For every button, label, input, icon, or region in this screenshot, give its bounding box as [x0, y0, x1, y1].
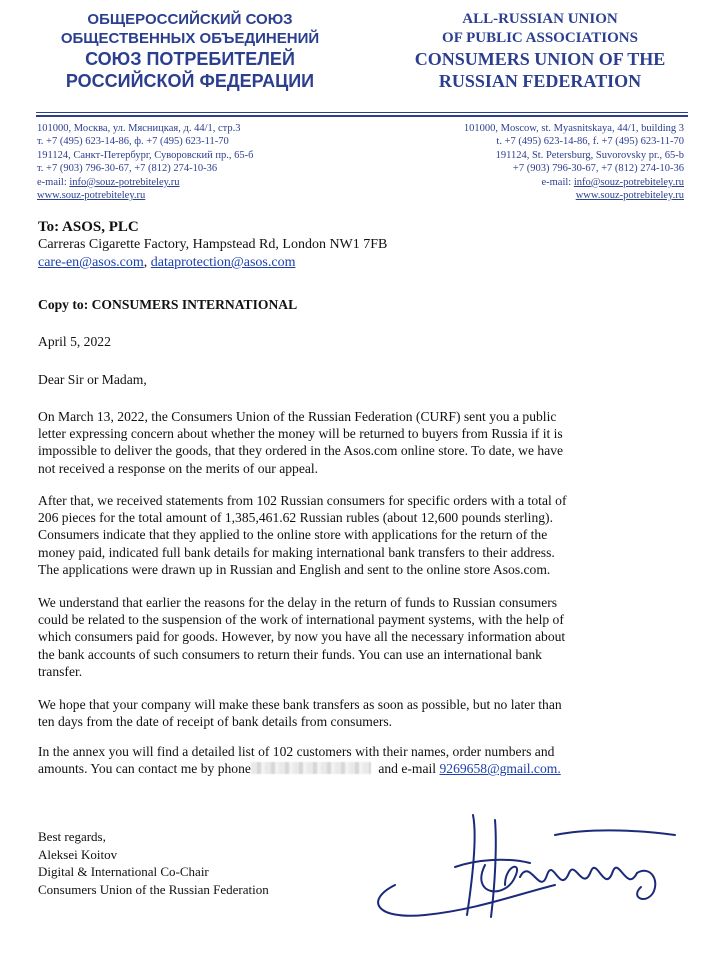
closing-regards: Best regards,: [38, 829, 106, 844]
address-en-line4: +7 (903) 796-30-67, +7 (812) 274-10-36: [512, 163, 684, 175]
address-ru-line1: 101000, Москва, ул. Мясницкая, д. 44/1, стр.3: [37, 123, 241, 134]
address-en-line1: 101000, Moscow, st. Myasnitskaya, 44/1, building 3: [463, 123, 684, 134]
signature-stroke: [455, 860, 530, 867]
paragraph-line: could be related to the suspension of the work of international payment systems, with the help of: [38, 612, 564, 628]
paragraph-line: We understand that earlier the reasons for the delay in the return of funds to Russian consumers: [38, 595, 558, 610]
letterhead-ru: [30, 10, 350, 92]
paragraph-line: The applications were drawn up in Russian and English and sent to the online store Asos.com.: [38, 561, 551, 577]
email-link-care[interactable]: care-en@asos.com: [38, 255, 144, 270]
paragraph-line: which consumers paid for goods. However, by now you have all the necessary information about: [38, 629, 566, 645]
paragraph-line: transfer.: [38, 663, 83, 679]
email-link-en[interactable]: info@souz-potrebiteley.ru: [573, 176, 684, 188]
letterhead-ru-line4: РОССИЙСКОЙ ФЕДЕРАЦИИ: [65, 71, 315, 91]
email-label: e-mail:: [541, 176, 574, 188]
letterhead-ru-line1: ОБЩЕРОССИЙСКИЙ СОЮЗ: [87, 11, 293, 28]
letterhead-ru-line3: СОЮЗ ПОТРЕБИТЕЛЕЙ: [85, 49, 295, 69]
signature-stroke: [520, 868, 637, 882]
header-divider: [36, 112, 688, 113]
signature-stroke: [481, 865, 517, 891]
address-en-line3: 191124, St. Petersburg, Suvorovsky pr., 65-b: [495, 149, 684, 161]
contact-email-link[interactable]: 9269658@gmail.com.: [439, 761, 561, 777]
paragraph-line: In the annex you will find a detailed list of 102 customers with their names, order numbers and: [38, 744, 555, 759]
address-ru-line2: т. +7 (495) 623-14-86, ф. +7 (495) 623-11-70: [37, 136, 229, 148]
letterhead-en-line4: RUSSIAN FEDERATION: [438, 71, 642, 91]
recipient-emails: [38, 254, 686, 272]
paragraph-line: After that, we received statements from 102 Russian consumers for specific orders with a total of: [38, 493, 567, 508]
address-en-email-row: [384, 176, 684, 189]
address-ru-line4: т. +7 (903) 796-30-67, +7 (812) 274-10-36: [37, 163, 218, 175]
recipient-to: To: ASOS, PLC: [38, 219, 139, 235]
email-label: e-mail:: [37, 176, 70, 188]
email-link-dataprotection[interactable]: dataprotection@asos.com: [150, 255, 296, 270]
paragraph-1: [38, 408, 686, 477]
letterhead-en-line2: OF PUBLIC ASSOCIATIONS: [442, 30, 638, 46]
paragraph-contact-line: [38, 760, 686, 777]
website-link-ru[interactable]: www.souz-potrebiteley.ru: [37, 190, 146, 202]
letter-date: April 5, 2022: [38, 334, 111, 349]
address-ru-line3: 191124, Санкт-Петербург, Суворовский пр., 65-б: [37, 149, 254, 161]
recipient-block: [38, 218, 686, 272]
signature-stroke: [555, 830, 675, 835]
address-ru-email-row: [37, 176, 337, 189]
phone-text: amounts. You can contact me by phone: [38, 761, 251, 777]
paragraph-2: [38, 492, 686, 578]
paragraph-line: We hope that your company will make these bank transfers as soon as possible, but no later than: [38, 697, 562, 712]
letterhead-en-line1: ALL-RUSSIAN UNION: [462, 11, 618, 27]
email-link-ru[interactable]: info@souz-potrebiteley.ru: [69, 176, 180, 188]
paragraph-5: [38, 743, 686, 777]
handwritten-signature: [355, 805, 685, 930]
email-separator: ,: [143, 255, 151, 270]
paragraph-line: impossible to deliver the goods, that they ordered in the Asos.com online store. To date, we have: [38, 443, 564, 459]
redacted-phone: [251, 762, 371, 774]
paragraph-line: not received a response on the merits of our appeal.: [38, 460, 319, 476]
address-ru: [37, 122, 337, 202]
paragraph-line: letter expressing concern about whether the money will be returned to buyers from Russia if it is: [38, 426, 563, 442]
letterhead-en: [380, 10, 700, 92]
paragraph-3: [38, 594, 686, 680]
copy-to: Copy to: CONSUMERS INTERNATIONAL: [38, 297, 298, 312]
letterhead-ru-line2: ОБЩЕСТВЕННЫХ ОБЪЕДИНЕНИЙ: [60, 30, 320, 47]
paragraph-4: [38, 696, 686, 730]
signature-stroke: [467, 815, 475, 915]
paragraph-line: the bank accounts of such consumers to return their funds. You can use an international bank: [38, 646, 542, 662]
website-link-en[interactable]: www.souz-potrebiteley.ru: [575, 190, 684, 202]
paragraph-line: money paid, indicated full bank details for making international bank transfers to their address.: [38, 544, 555, 560]
paragraph-line: On March 13, 2022, the Consumers Union of the Russian Federation (CURF) sent you a public: [38, 409, 557, 424]
header-divider-thick: [36, 115, 688, 117]
signer-organization: Consumers Union of the Russian Federation: [38, 881, 269, 897]
paragraph-line: Consumers indicate that they applied to the online store with applications for the return of the: [38, 527, 548, 543]
recipient-address: Carreras Cigarette Factory, Hampstead Rd, London NW1 7FB: [38, 237, 388, 252]
signer-title: Digital & International Co-Chair: [38, 864, 209, 879]
signature-stroke: [637, 871, 655, 899]
letterhead-en-line3: CONSUMERS UNION OF THE: [414, 49, 666, 69]
address-en-line2: t. +7 (495) 623-14-86, f. +7 (495) 623-11-70: [496, 136, 684, 148]
email-text: and e-mail: [374, 761, 440, 777]
address-en: [384, 122, 684, 202]
paragraph-line: 206 pieces for the total amount of 1,385,461.62 Russian rubles (about 12,600 pounds sterling).: [38, 510, 553, 526]
salutation: Dear Sir or Madam,: [38, 372, 147, 387]
signer-name: Aleksei Koitov: [38, 846, 118, 862]
paragraph-line: ten days from the date of receipt of bank details from consumers.: [38, 714, 393, 730]
